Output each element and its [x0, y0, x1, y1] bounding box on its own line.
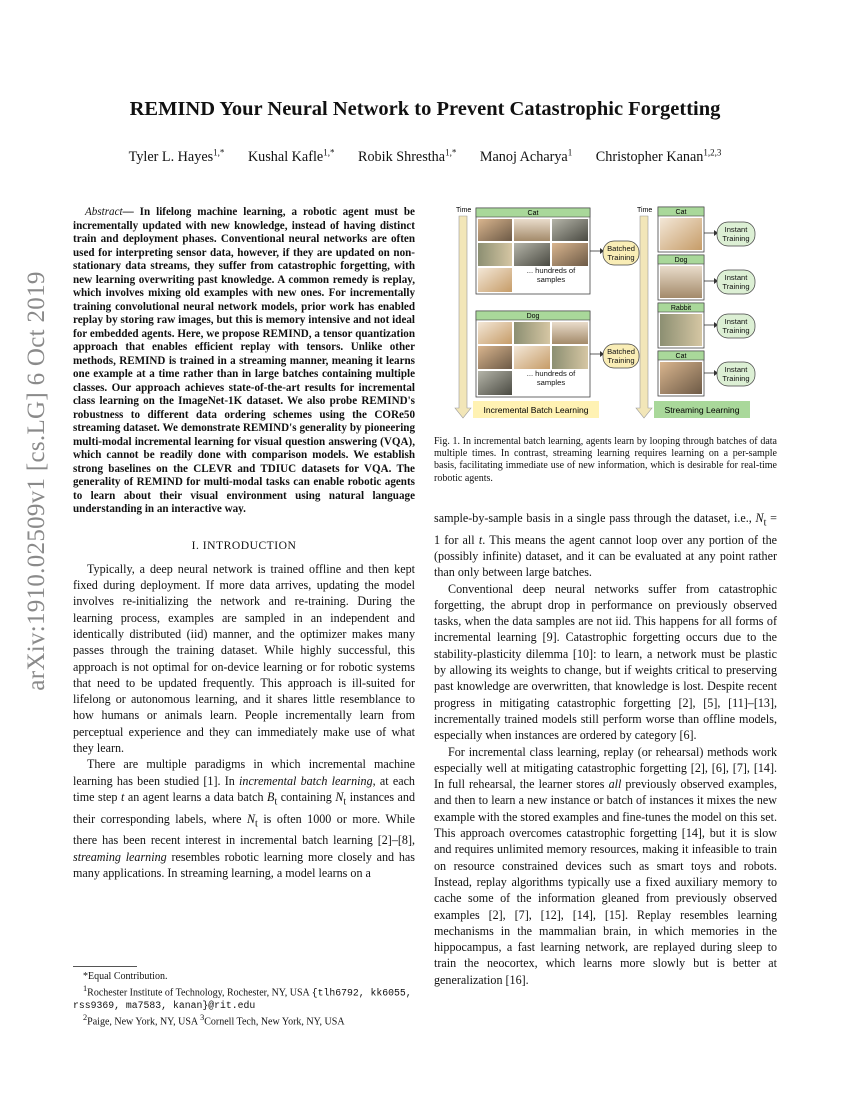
- time-arrow-left: [455, 216, 471, 418]
- photo-thumbnail: [478, 371, 512, 395]
- photo-thumbnail: [478, 268, 512, 292]
- photo-thumbnail: [514, 219, 550, 241]
- footnote-affil-2-3: $^2$Paige, New York, NY, USA $^3$Cornell Tech, New York, NY, USA: [83, 1013, 345, 1028]
- stream-caption: Streaming Learning: [664, 405, 740, 415]
- author-list: [60, 147, 790, 166]
- time-label-left: Time: [456, 207, 472, 214]
- section-heading: I. INTRODUCTION: [191, 538, 297, 552]
- paper-title: REMIND Your Neural Network to Prevent Catastrophic Forgetting: [129, 98, 721, 120]
- footnote-equal: *Equal Contribution.: [83, 971, 168, 982]
- author: Manoj Acharya$^1$: [479, 147, 573, 165]
- footnotes: [73, 966, 415, 1029]
- arxiv-stamp: [22, 271, 52, 691]
- photo-thumbnail: [552, 243, 588, 266]
- author: Kushal Kafle$^{1,*}$: [247, 147, 335, 165]
- photo-thumbnail: [660, 314, 702, 346]
- photo-thumbnail: [478, 322, 512, 344]
- time-label-right: Time: [637, 207, 653, 214]
- photo-thumbnail: [478, 346, 512, 369]
- intro-paragraph-1: Typically, a deep neural network is trained offline and then kept fixed during deployment. If more data arrives, updating the model involves re-initializing the network and re-training. During the learning process, examples are sampled in an independent and identically distributed (iid) manner, and the optimizer makes many passes through the training dataset. While highly successful, this approach is not optimal for on-device learning or for robotic systems that need to be updated frequently. This approach is ill-suited for lifelong or autonomous learning, and it shares little resemblance to how humans or animals learn. People incrementally learn from perceptual experience and they can immediately make use of what they learn.: [73, 561, 415, 756]
- stream-item-label: Cat: [675, 353, 687, 360]
- instant-training-label: Instant Training: [722, 317, 750, 335]
- right-paragraph-1: Conventional deep neural networks suffer from catastrophic forgetting, the abrupt drop in performance on previously observed tasks, when the data samples are not iid. This happens for all forms of incremental learning [9]. Catastrophic forgetting occurs due to the stability-plasticity dilemma [10]: to learn, a network must be plastic by allowing its weights to change, but if weights critical to preserving past knowledge are overwritten, that knowledge is lost. Despite recent progress in mitigating catastrophic forgetting [2], [5], [11]–[13], incrementally trained models still perform worse than offline models, especially when instances are ordered by category [6].: [434, 581, 777, 743]
- batched-training-label-1: Batched Training: [607, 244, 635, 262]
- batch-caption: Incremental Batch Learning: [483, 405, 589, 415]
- author: Robik Shrestha$^{1,*}$: [357, 147, 457, 165]
- hundreds-samples-label-1: ... hundreds of samples: [526, 266, 576, 284]
- intro-paragraph-2: There are multiple paradigms in which incremental machine learning has been studied [1]. In incremental batch learning, at each time step t an agent learns a data batch $B_t$ containing $N_t$ instances and their corresponding labels, where $N_t$ is often 1000 or more. While there has been recent interest in incremental batch learning [2]–[8], streaming learning resembles robotic learning more closely and has many applications. In streaming learning, a model learns on a: [73, 757, 415, 880]
- photo-thumbnail: [552, 346, 588, 369]
- figure-caption: Fig. 1. In incremental batch learning, agents learn by looping through batches of data multiple times. In contrast, streaming learning requires learning on a per-sample basis, facilitating immediate use of new information, which is desirable for real-time robotic agents.: [434, 436, 777, 484]
- photo-thumbnail: [660, 266, 702, 298]
- left-column: [73, 206, 415, 881]
- dog-batch-label: Dog: [526, 313, 540, 320]
- abstract-text: — In lifelong machine learning, a robotic agent must be incrementally updated with new knowledge, instead of having distinct train and deployment phases. Conventional neural networks are often used for interpreting sensor data, however, if they are updated on non-stationary data streams, they suffer from catastrophic forgetting, with new learning overwriting past knowledge. A common remedy is replay, which involves mixing old examples with new ones. For incrementally training convolutional neural network models, prior work has enabled replay by storing raw images, but this is memory intensive and not ideal for embedded agents. Here, we propose REMIND, a tensor quantization approach that enables efficient replay with tensors. Unlike other methods, REMIND is trained in a streaming manner, meaning it learns one example at a time rather than in large batches containing multiple classes. Our approach achieves state-of-the-art results for incremental class learning on the ImageNet-1K dataset. We also probe REMIND's robustness to different data ordering schemes using the CORe50 streaming dataset. We demonstrate REMIND's generality by pioneering multi-modal incremental learning for visual question answering (VQA), which cannot be readily done with comparison models. We establish strong baselines on the CLEVR and TDIUC datasets for VQA. The generality of REMIND for multi-modal tasks can enable robotic agents to learn about their visual environment using natural language understanding in an interactive way.: [73, 206, 415, 515]
- arxiv-stamp-text: arXiv:1910.02509v1 [cs.LG] 6 Oct 2019: [23, 271, 50, 691]
- author: Tyler L. Hayes$^{1,*}$: [128, 147, 225, 165]
- instant-training-label: Instant Training: [722, 225, 750, 243]
- photo-thumbnail: [514, 322, 550, 344]
- instant-training-label: Instant Training: [722, 365, 750, 383]
- photo-thumbnail: [660, 218, 702, 250]
- right-paragraph-0: sample-by-sample basis in a single pass through the dataset, i.e., $N_t = 1$ for all t. This means the agent cannot loop over any portion of the (possibly infinite) dataset, and it can be evaluated at any point rather than only between large batches.: [434, 511, 777, 580]
- right-column: [434, 510, 777, 988]
- author: Christopher Kanan$^{1,2,3}$: [595, 147, 722, 165]
- abstract: [73, 206, 415, 517]
- photo-thumbnail: [478, 219, 512, 241]
- photo-thumbnail: [552, 322, 588, 344]
- photo-thumbnail: [514, 243, 550, 266]
- abstract-label: Abstract: [85, 206, 123, 218]
- hundreds-samples-label-2: ... hundreds of samples: [526, 369, 576, 387]
- stream-item-label: Rabbit: [670, 305, 692, 312]
- batched-training-label-2: Batched Training: [607, 347, 635, 365]
- photo-thumbnail: [552, 219, 588, 241]
- photo-thumbnail: [660, 362, 702, 394]
- footnote-affil-1: $^1$Rochester Institute of Technology, Rochester, NY, USA {tlh6792, kk6055, rss9369, ma7583, kanan}@rit.edu: [73, 984, 412, 1011]
- photo-thumbnail: [478, 243, 512, 266]
- cat-batch-label: Cat: [527, 210, 539, 217]
- figure-1: [432, 200, 777, 425]
- right-paragraph-2: For incremental class learning, replay (or rehearsal) methods work especially well at mitigating catastrophic forgetting [2], [6], [7], [14]. In full rehearsal, the learner stores all previously observed examples, and then to learn a new instance or batch of instances it mixes the new example with the stored examples and fine-tunes the model on this set. This approach overcomes catastrophic forgetting [14], but it is slow and requires unlimited memory resources, making it infeasible to train on resource constrained devices such as smart toys and robots. Instead, replay algorithms typically use a fixed auxiliary memory to cache some of the information gleaned from previously observed examples [2], [7], [12], [14], [15]. Replay resembles learning mechanisms in the mammalian brain, in which memories in the hippocampus, a fast learning network, are replayed during sleep to train the neocortex, which learns more slowly but is better at generalization [16].: [434, 744, 777, 987]
- stream-item-label: Cat: [675, 209, 687, 216]
- instant-training-label: Instant Training: [722, 273, 750, 291]
- time-arrow-right: [636, 216, 652, 418]
- photo-thumbnail: [514, 346, 550, 369]
- footnote-rule: [73, 966, 137, 967]
- stream-item-label: Dog: [674, 257, 688, 264]
